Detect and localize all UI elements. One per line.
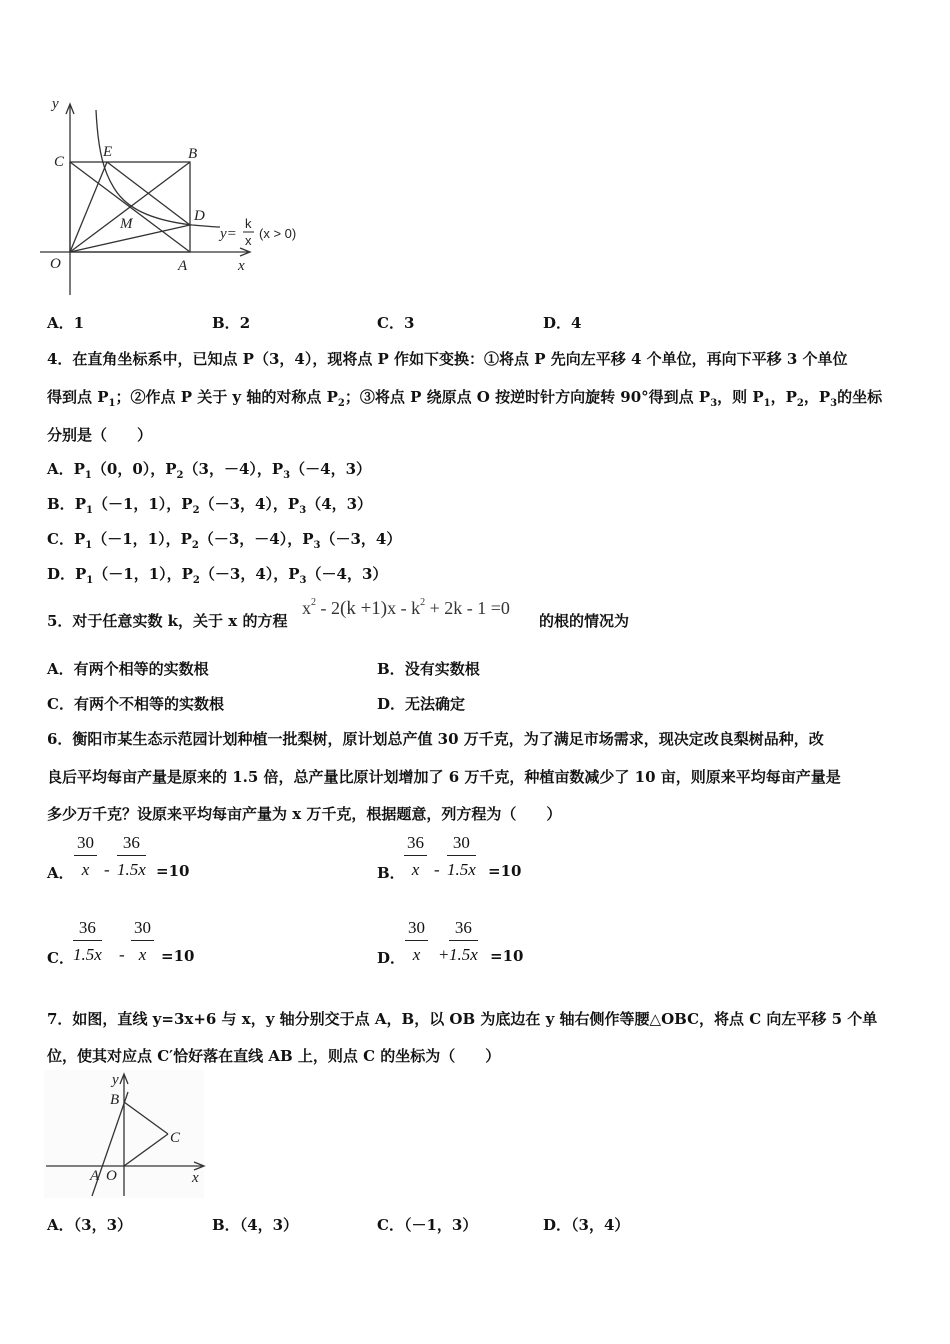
q7-label-o: O <box>106 1168 117 1184</box>
q4-stem-line3: 分别是（ ） <box>47 426 153 444</box>
q5-option-b[interactable]: B．没有实数根 <box>377 660 480 678</box>
q4-option-d[interactable]: D．$P_1(-1$，1），$P_2(-3$，4），$P_3(-4$，3） <box>47 565 388 586</box>
q4-option-c[interactable]: C．$P_1(-1$，1），$P_2(-3$，－4），$P_3(-3$，4） <box>47 530 402 551</box>
q6-option-b-op: - <box>434 860 440 879</box>
q6-option-a-rhs: =10 <box>156 862 190 880</box>
q5-stem: 5．对于任意实数 k，关于 x 的方程 <box>47 612 288 630</box>
q6-option-b-frac1: $\frac{36}{x}$ <box>404 833 427 880</box>
q3-label-x: x <box>238 258 245 274</box>
q6-option-b-rhs: =10 <box>488 862 522 880</box>
q7-option-a[interactable]: A．（3，3） <box>47 1216 133 1234</box>
q6-option-a-letter[interactable]: A． <box>47 864 74 882</box>
q6-option-c-rhs: =10 <box>161 947 195 965</box>
q6-option-c-letter[interactable]: C． <box>47 949 74 967</box>
q7-label-x: x <box>192 1170 199 1186</box>
q6-option-d-op: + <box>439 945 449 964</box>
q7-stem-line1: 7．如图，直线 y=3x+6 与 x，y 轴分别交于点 A，B，以 OB 为底边在 y 轴右侧作等腰△OBC，将点 C 向左平移 5 个单 <box>47 1010 878 1028</box>
q3-label-d: D <box>194 208 205 224</box>
q5-option-d[interactable]: D．无法确定 <box>377 695 466 713</box>
q6-stem-line1: 6．衡阳市某生态示范园计划种植一批梨树，原计划总产值 30 万千克，为了满足市场需求，现决定改良梨树品种，改 <box>47 730 824 748</box>
q7-label-c: C <box>170 1130 181 1146</box>
q7-stem-line2: 位，使其对应点 C′恰好落在直线 AB 上，则点 C 的坐标为（ ） <box>47 1047 501 1065</box>
q3-func-den: x <box>245 233 252 248</box>
q3-label-e: E <box>103 144 113 160</box>
q4-stem-line2: 得到点 $P_1$；②作点 P 关于 y 轴的对称点 $P_2$；③将点 P 绕原点 O 按逆时针方向旋转 90°得到点 $P_3$，则 $P_1$，$P_2$，$P_3$的坐标 <box>47 388 883 409</box>
q3-option-d[interactable]: D．4 <box>543 314 582 332</box>
q7-label-b: B <box>110 1092 120 1108</box>
q3-label-b: B <box>188 146 198 162</box>
q5-option-a[interactable]: A．有两个相等的实数根 <box>47 660 209 678</box>
q7-option-d[interactable]: D．（3，4） <box>543 1216 630 1234</box>
q3-label-m: M <box>120 216 133 232</box>
q3-label-y: y <box>52 96 59 112</box>
q6-option-c-frac1: $\frac{36}{1.5x}$ <box>73 918 102 964</box>
q6-option-d-rhs: =10 <box>490 947 524 965</box>
q6-option-c-op: - <box>119 945 125 964</box>
q3-func-cond: (x > 0) <box>259 226 297 241</box>
q7-label-a: A <box>90 1168 100 1184</box>
q6-option-b-letter[interactable]: B． <box>377 864 405 882</box>
q6-stem-line2: 良后平均每亩产量是原来的 1.5 倍，总产量比原计划增加了 6 万千克，种植亩数减少了 10 亩，则原来平均每亩产量是 <box>47 768 841 786</box>
q6-option-c-frac2: $\frac{30}{x}$ <box>131 918 154 965</box>
q3-figure <box>40 92 320 300</box>
q6-option-a-op: - <box>104 860 110 879</box>
q7-option-c[interactable]: C．（－1，3） <box>377 1216 478 1234</box>
q6-option-b-frac2: $\frac{30}{1.5x}$ <box>447 833 476 879</box>
q6-option-a-frac2: $\frac{36}{1.5x}$ <box>117 833 146 879</box>
q6-option-d-frac1: $\frac{30}{x}$ <box>405 918 428 965</box>
q7-label-y: y <box>112 1072 119 1088</box>
q7-option-b[interactable]: B．（4，3） <box>212 1216 299 1234</box>
q7-figure <box>44 1070 206 1200</box>
q3-label-o: O <box>50 256 61 272</box>
q6-option-a-frac1: $\frac{30}{x}$ <box>74 833 97 880</box>
q3-func-y: y= <box>220 226 237 242</box>
q3-option-a[interactable]: A．1 <box>47 314 85 332</box>
q3-option-c[interactable]: C．3 <box>377 314 415 332</box>
q4-option-b[interactable]: B．$P_1(-1$，1），$P_2(-3$，4），$P_3(4$，3） <box>47 495 373 516</box>
q4-option-a[interactable]: A．$P_1(0$，0），$P_2(3$，－4），$P_3(-4$，3） <box>47 460 372 481</box>
q5-option-c[interactable]: C．有两个不相等的实数根 <box>47 695 224 713</box>
q3-label-a: A <box>178 258 188 274</box>
q3-option-b[interactable]: B．2 <box>212 314 251 332</box>
q3-label-c: C <box>54 154 65 170</box>
q6-stem-line3: 多少万千克？设原来平均每亩产量为 x 万千克，根据题意，列方程为（ ） <box>47 805 562 823</box>
q6-option-d-frac2: $\frac{36}{1.5x}$ <box>449 918 478 964</box>
q5-suffix: 的根的情况为 <box>539 612 630 630</box>
q6-option-d-letter[interactable]: D． <box>377 949 406 967</box>
q3-func-num: k <box>245 216 252 231</box>
q5-equation: $x^2 - 2(k +1)x - k^2 + 2k - 1 =0$ <box>302 597 510 619</box>
q4-stem-line1: 4．在直角坐标系中，已知点 P（3，4），现将点 P 作如下变换：①将点 P 先向左平移 4 个单位，再向下平移 3 个单位 <box>47 350 848 368</box>
